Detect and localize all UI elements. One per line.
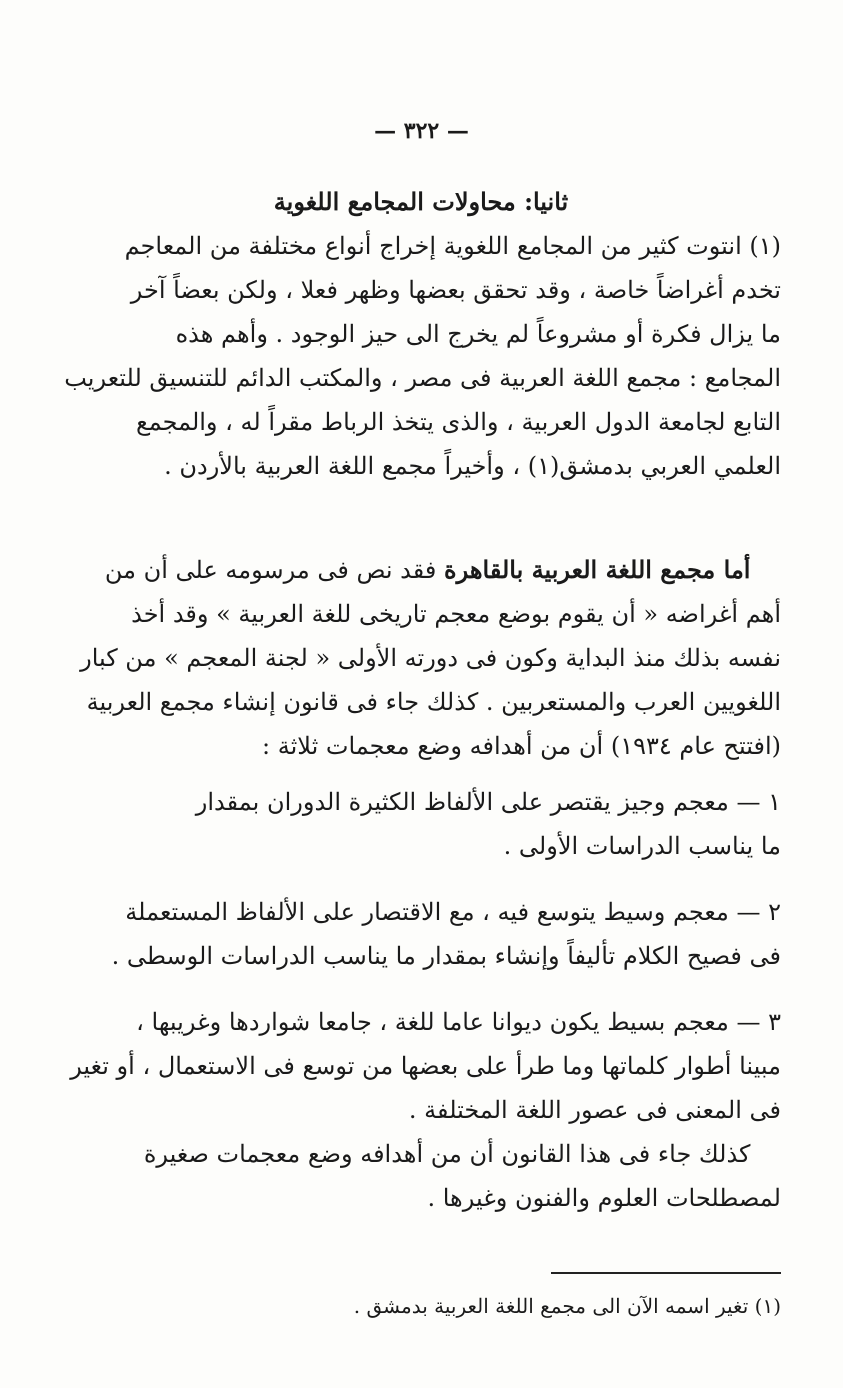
final-paragraph bbox=[61, 1132, 781, 1220]
final-line bbox=[61, 1132, 781, 1176]
footnote-divider bbox=[551, 1272, 781, 1274]
list-item-line: ٣ — معجم بسيط يكون ديوانا عاما للغة ، جامعا شواردها وغريبها ، bbox=[136, 1008, 781, 1036]
list-item-line: فى المعنى فى عصور اللغة المختلفة . bbox=[408, 1096, 781, 1124]
paragraph-line: (افتتح عام ١٩٣٤) أن من أهدافه وضع معجمات ثلاثة : bbox=[262, 732, 781, 760]
list-item-line: ٢ — معجم وسيط يتوسع فيه ، مع الاقتصار على الألفاظ المستعملة bbox=[125, 898, 781, 926]
list-item bbox=[61, 780, 781, 868]
page-number: — ٣٢٢ — bbox=[374, 118, 469, 144]
intro-line: تخدم أغراضاً خاصة ، وقد تحقق بعضها وظهر فعلا ، ولكن بعضاً آخر bbox=[130, 276, 781, 304]
section-heading: ثانيا: محاولات المجامع اللغوية bbox=[273, 187, 569, 216]
list-item-line: مبينا أطوار كلماتها وما طرأ على بعضها من توسع فى الاستعمال ، أو تغير bbox=[70, 1052, 781, 1080]
intro-line: العلمي العربي بدمشق(١) ، وأخيراً مجمع اللغة العربية بالأردن . bbox=[164, 452, 781, 480]
intro-line: (١) انتوت كثير من المجامع اللغوية إخراج أنواع مختلفة من المعاجم bbox=[124, 232, 781, 260]
paragraph-line bbox=[61, 548, 781, 592]
intro-line: التابع لجامعة الدول العربية ، والذى يتخذ الرباط مقراً له ، والمجمع bbox=[135, 408, 781, 436]
final-line: لمصطلحات العلوم والفنون وغيرها . bbox=[427, 1184, 781, 1212]
paragraph-lead: أما مجمع اللغة العربية بالقاهرة bbox=[444, 555, 751, 584]
paragraph-line: اللغويين العرب والمستعربين . كذلك جاء فى قانون إنشاء مجمع العربية bbox=[86, 688, 781, 716]
cairo-academy-paragraph bbox=[61, 548, 781, 768]
list-item-line: ١ — معجم وجيز يقتصر على الألفاظ الكثيرة الدوران بمقدار bbox=[195, 788, 781, 816]
intro-line: المجامع : مجمع اللغة العربية فى مصر ، والمكتب الدائم للتنسيق للتعريب bbox=[64, 364, 781, 392]
final-line-text: كذلك جاء فى هذا القانون أن من أهدافه وضع معجمات صغيرة bbox=[143, 1140, 751, 1168]
paragraph-line-text: فقد نص فى مرسومه على أن من bbox=[104, 556, 437, 584]
paragraph-line: أهم أغراضه « أن يقوم بوضع معجم تاريخى للغة العربية » وقد أخذ bbox=[131, 600, 781, 628]
list-item bbox=[61, 1000, 781, 1132]
list-item bbox=[61, 890, 781, 978]
list-item-line: فى فصيح الكلام تأليفاً وإنشاء بمقدار ما يناسب الدراسات الوسطى . bbox=[111, 942, 781, 970]
intro-line: ما يزال فكرة أو مشروعاً لم يخرج الى حيز الوجود . وأهم هذه bbox=[175, 320, 781, 348]
list-item-line: ما يناسب الدراسات الأولى . bbox=[503, 832, 781, 860]
dictionary-list bbox=[61, 780, 781, 1154]
intro-section bbox=[61, 180, 781, 488]
footnote: (١) تغير اسمه الآن الى مجمع اللغة العربية بدمشق . bbox=[353, 1294, 781, 1318]
paragraph-line: نفسه بذلك منذ البداية وكون فى دورته الأولى « لجنة المعجم » من كبار bbox=[80, 644, 781, 672]
